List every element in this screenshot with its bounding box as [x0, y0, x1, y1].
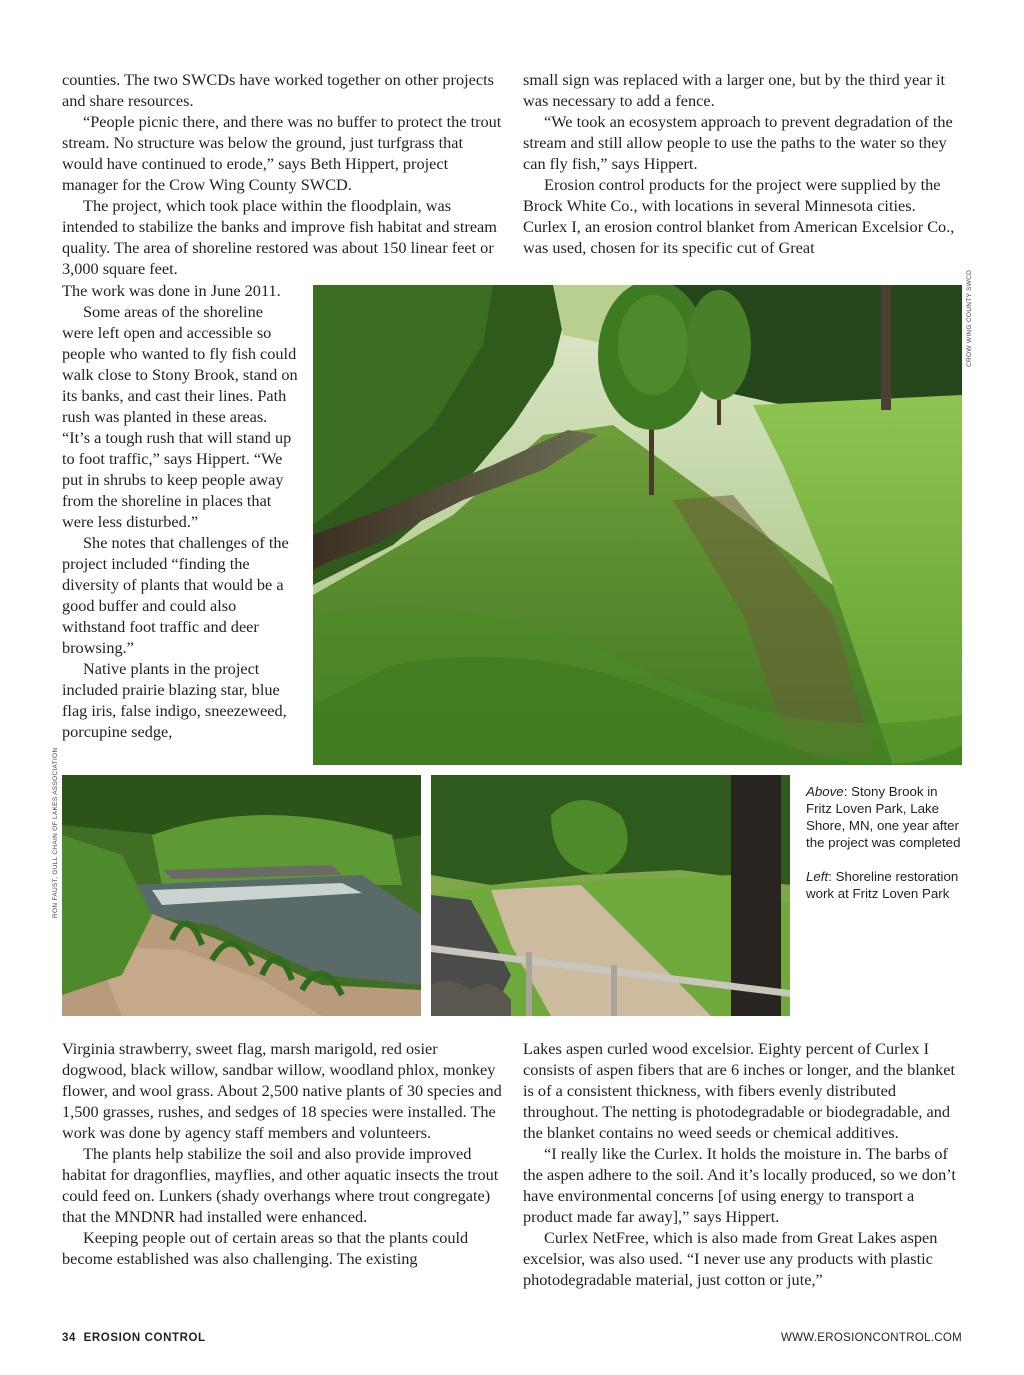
body-column-top-left: [62, 69, 502, 279]
paragraph: She notes that challenges of the project included “finding the diversity of plants that would be a good buffer and could also withstand foot traffic and deer browsing.”: [62, 533, 289, 657]
photo-caption: [806, 783, 966, 919]
photo-stony-brook-art: [313, 285, 962, 765]
photo-fenced-shoreline-art: [431, 775, 790, 1016]
paragraph: “We took an ecosystem approach to prevent degradation of the stream and still allow people to use the paths to the water so they can fly fish,” says Hippert.: [523, 112, 953, 173]
paragraph: “I really like the Curlex. It holds the moisture in. The barbs of the aspen adhere to the soil. And it’s locally produced, so we don’t have environmental concerns [of using energy to transport a product made far away],” says Hippert.: [523, 1144, 956, 1226]
paragraph: Native plants in the project included prairie blazing star, blue flag iris, false indigo, sneezeweed, porcupine sedge,: [62, 659, 287, 741]
body-column-bottom-right: [523, 1038, 963, 1290]
paragraph: Keeping people out of certain areas so that the plants could become established was also challenging. The existing: [62, 1228, 469, 1268]
photo-shoreline-restoration: [62, 775, 421, 1016]
body-column-narrow: [62, 280, 298, 742]
paragraph: The project, which took place within the floodplain, was intended to stabilize the banks and improve fish habitat and stream quality. The area of shoreline restored was about 150 linear feet or 3,000 square feet.: [62, 196, 497, 278]
paragraph: The plants help stabilize the soil and also provide improved habitat for dragonflies, mayflies, and other aquatic insects the trout could feed on. Lunkers (shady overhangs where trout congregate) that the MNDNR had installed were enhanced.: [62, 1144, 499, 1226]
paragraph: counties. The two SWCDs have worked together on other projects and share resources.: [62, 70, 494, 110]
photo-fenced-shoreline: [431, 775, 790, 1016]
magazine-name: EROSION CONTROL: [83, 1332, 206, 1344]
paragraph: Some areas of the shoreline were left open and accessible so people who wanted to fly fish could walk close to Stony Brook, stand on its banks, and cast their lines. Path rush was planted in these areas. “It’s a tough rush that will stand up to foot traffic,” says Hippert. “We put in shrubs to keep people away from the shoreline in places that were less disturbed.”: [62, 302, 298, 531]
photo-credit-bottom: RON FAUST, GULL CHAIN OF LAKES ASSOCIATION: [52, 747, 59, 918]
paragraph: The work was done in June 2011.: [62, 281, 281, 300]
footer-url: WWW.EROSIONCONTROL.COM: [780, 1332, 962, 1344]
page-number: 34: [62, 1332, 76, 1344]
photo-shoreline-restoration-art: [62, 775, 421, 1016]
paragraph: Curlex NetFree, which is also made from Great Lakes aspen excelsior, was also used. “I never use any products with plastic photodegradable material, just cotton or jute,”: [523, 1228, 938, 1289]
caption-above: Above: Stony Brook in Fritz Loven Park, Lake Shore, MN, one year after the project was completed: [806, 784, 961, 850]
body-column-bottom-left: [62, 1038, 502, 1269]
paragraph: “People picnic there, and there was no buffer to protect the trout stream. No structure was below the ground, just turfgrass that would have continued to erode,” says Beth Hippert, project manager for the Crow Wing County SWCD.: [62, 112, 502, 194]
photo-credit-top: CROW WING COUNTY SWCD: [966, 269, 973, 367]
paragraph: Virginia strawberry, sweet flag, marsh marigold, red osier dogwood, black willow, sandbar willow, woodland phlox, monkey flower, and wool grass. About 2,500 native plants of 30 species and 1,500 grasses, rushes, and sedges of 18 species were installed. The work was done by agency staff members and volunteers.: [62, 1039, 502, 1142]
paragraph: Erosion control products for the project were supplied by the Brock White Co., with locations in several Minnesota cities. Curlex I, an erosion control blanket from American Excelsior Co., was used, chosen for its specific cut of Great: [523, 175, 955, 257]
paragraph: small sign was replaced with a larger one, but by the third year it was necessary to add a fence.: [523, 70, 945, 110]
footer-page-label: [62, 1332, 206, 1344]
body-column-top-right: [523, 69, 963, 258]
paragraph: Lakes aspen curled wood excelsior. Eighty percent of Curlex I consists of aspen fibers that are 6 inches or longer, and the blanket is of a consistent thickness, with fibers evenly distributed throughout. The netting is photodegradable or biodegradable, and the blanket contains no weed seeds or chemical additives.: [523, 1039, 956, 1142]
caption-left: Left: Shoreline restoration work at Fritz Loven Park: [806, 869, 959, 901]
photo-stony-brook: [313, 285, 962, 765]
